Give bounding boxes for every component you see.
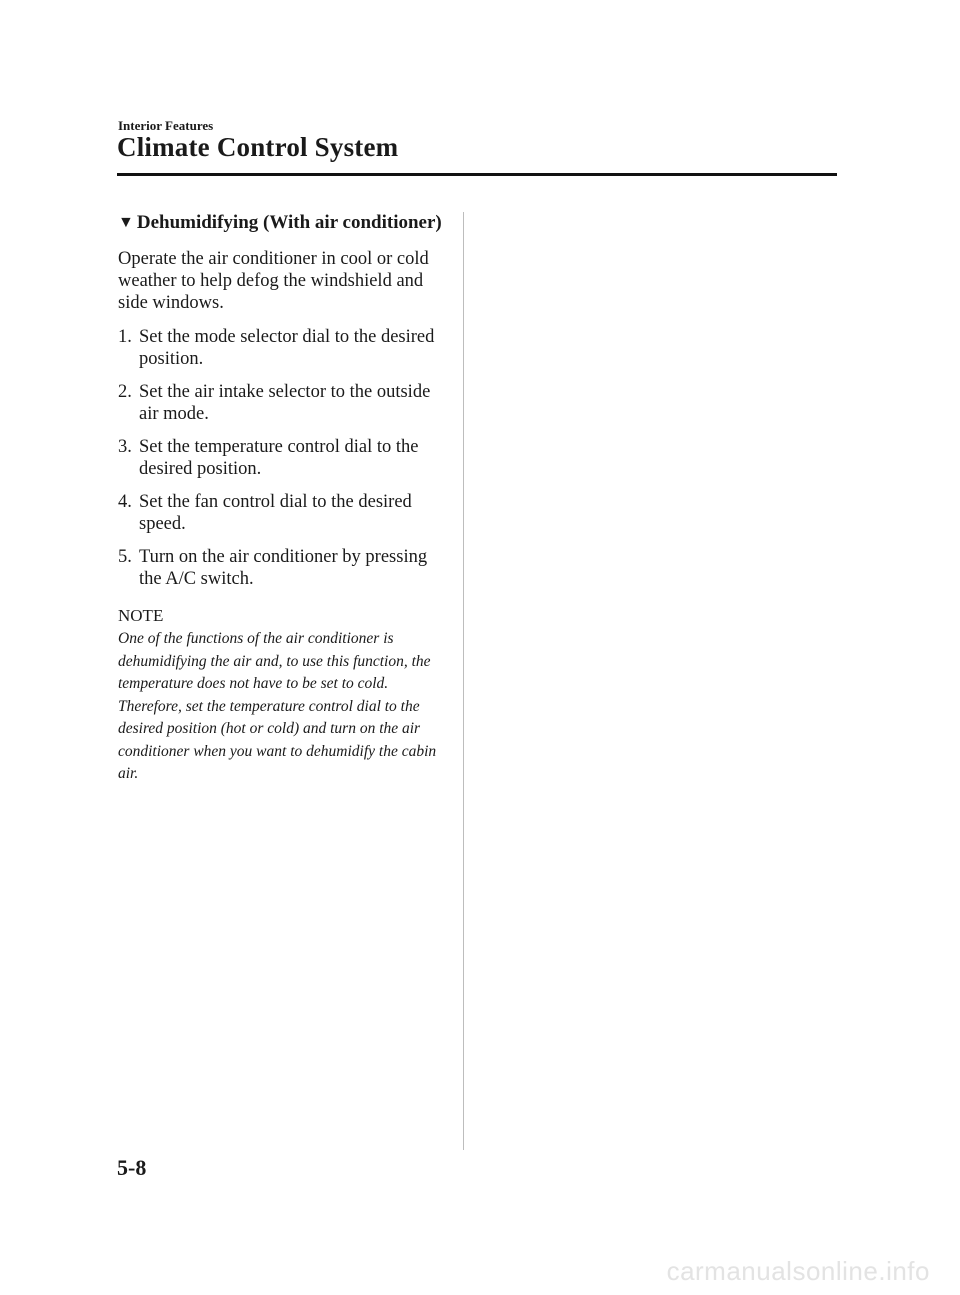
title-rule [117,173,837,176]
step-number: 3. [118,437,132,457]
step-text: Turn on the air conditioner by pressing the A/C switch. [139,547,428,589]
step-text: Set the temperature control dial to the desired position. [139,437,419,479]
note-text: One of the functions of the air conditioner is dehumidifying the air and, to use this function, the temperature does not have to be set to cold. Therefore, set the temperature control dial to the desired position (hot or cold) and turn on the air conditioner when you want to dehumidify the cabin air. [118,630,437,782]
watermark: carmanualsonline.info [666,1256,930,1286]
page-number: 5-8 [117,1155,147,1180]
step-number: 1. [118,327,132,347]
step-number: 5. [118,547,132,567]
list-item [118,381,448,425]
list-item [118,546,448,590]
note-label: NOTE [118,606,164,625]
section-label: Interior Features [118,118,214,133]
step-text: Set the mode selector dial to the desired position. [139,327,435,369]
step-text: Set the air intake selector to the outside air mode. [139,382,431,424]
left-column [118,212,448,786]
step-text: Set the fan control dial to the desired speed. [139,492,412,534]
step-list [118,326,448,590]
step-number: 2. [118,382,132,402]
list-item [118,491,448,535]
step-number: 4. [118,492,132,512]
subheading [118,212,448,234]
triangle-down-icon: ▼ [118,214,134,231]
list-item [118,326,448,370]
column-divider [463,212,464,1150]
page-title: Climate Control System [117,132,399,162]
list-item [118,436,448,480]
subheading-text: Dehumidifying (With air conditioner) [136,212,442,233]
intro-paragraph: Operate the air conditioner in cool or cold weather to help defog the windshield and side windows. [118,249,429,313]
